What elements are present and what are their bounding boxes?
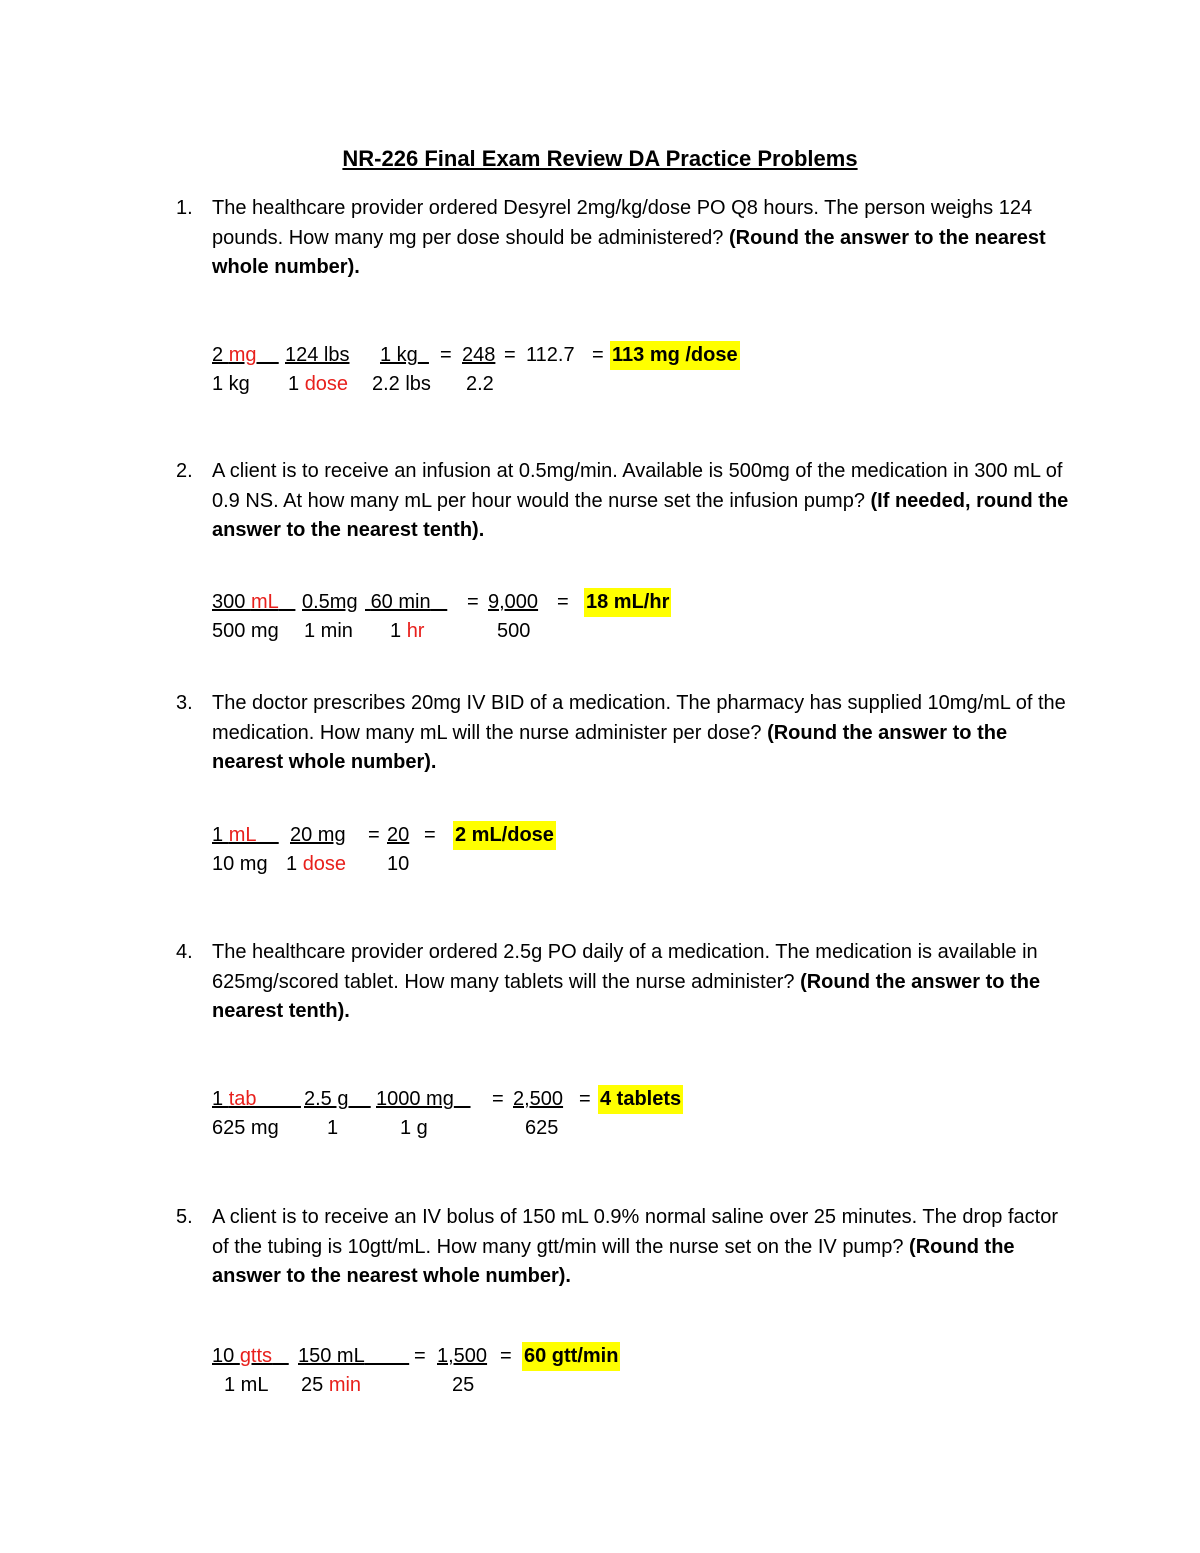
denominator-value: 25 <box>301 1374 329 1396</box>
result-numerator: 20 <box>387 824 410 846</box>
rounding-instruction: (Round the answer to the nearest tenth). <box>212 970 1041 1022</box>
problem-number: 2. <box>176 460 193 482</box>
numerator-2: 124 lbs <box>285 344 350 366</box>
denominator-unit: dose <box>304 373 349 395</box>
result-denominator: 10 <box>387 853 410 875</box>
denominator-2: 1 min <box>304 620 353 642</box>
equals-sign: = <box>440 344 452 366</box>
calculation-2 <box>212 588 912 648</box>
problem-text-body: The doctor prescribes 20mg IV BID of a medication. The pharmacy has supplied 10mg/mL of the medication. How many mL will the nurse administer per dose? <box>212 692 1066 744</box>
numerator-2: 20 mg <box>290 824 346 846</box>
numerator-2: 0.5mg <box>302 591 358 613</box>
equals-sign: = <box>467 591 479 613</box>
equals-sign: = <box>504 344 516 366</box>
problem-number: 3. <box>176 692 193 714</box>
equals-sign: = <box>557 591 569 613</box>
calculation-4 <box>212 1085 912 1145</box>
rounding-instruction: (Round the answer to the nearest whole number). <box>212 1235 1015 1287</box>
denominator-unit: dose <box>302 853 347 875</box>
numerator-1 <box>212 1342 289 1371</box>
numerator-3 <box>380 341 429 370</box>
result-denominator: 625 <box>525 1117 559 1139</box>
result-numerator: 248 <box>462 344 496 366</box>
highlighted-answer: 4 tablets <box>598 1085 683 1114</box>
denominator-value: 1 <box>286 853 303 875</box>
denominator-3: 2.2 lbs <box>372 373 431 395</box>
numerator-unit: mL <box>250 591 279 613</box>
result-value: 112.7 <box>526 344 575 366</box>
denominator-3 <box>390 617 424 646</box>
rounding-instruction: (Round the answer to the nearest whole number). <box>212 721 1008 773</box>
numerator-value: 300 <box>212 591 251 613</box>
calculation-3 <box>212 821 912 881</box>
result-denominator: 2.2 <box>466 373 494 395</box>
denominator-value: 1 <box>390 620 407 642</box>
highlighted-answer: 60 gtt/min <box>522 1342 620 1371</box>
denominator-1: 625 mg <box>212 1117 279 1139</box>
problem-text-body: A client is to receive an infusion at 0.5mg/min. Available is 500mg of the medication in 300 mL of 0.9 NS. At how many mL per hour would the nurse set the infusion pump? <box>212 460 1063 512</box>
highlighted-answer: 2 mL/dose <box>453 821 556 850</box>
problem-text <box>212 1203 1076 1292</box>
denominator-3: 1 g <box>400 1117 428 1139</box>
highlighted-answer: 113 mg /dose <box>610 341 740 370</box>
equals-sign: = <box>368 824 380 846</box>
denominator-unit: hr <box>406 620 425 642</box>
numerator-1 <box>212 1085 301 1114</box>
numerator-2 <box>298 1342 409 1371</box>
problem-text <box>212 689 1076 778</box>
denominator-1: 10 mg <box>212 853 268 875</box>
equals-sign: = <box>414 1345 426 1367</box>
problem-text <box>212 194 1076 283</box>
denominator-unit: min <box>328 1374 362 1396</box>
denominator-1: 1 kg <box>212 373 250 395</box>
numerator-1 <box>212 821 279 850</box>
problem-number: 5. <box>176 1206 193 1228</box>
document-title: NR-226 Final Exam Review DA Practice Problems <box>342 146 858 171</box>
equals-sign: = <box>592 344 604 366</box>
problem-text-body: The healthcare provider ordered 2.5g PO daily of a medication. The medication is available in 625mg/scored tablet. How many tablets will the nurse administer? <box>212 941 1038 993</box>
result-denominator: 25 <box>452 1374 475 1396</box>
denominator-1: 500 mg <box>212 620 279 642</box>
denominator-2 <box>286 850 346 879</box>
numerator-value: 1 kg <box>380 344 418 366</box>
denominator-value: 1 <box>288 373 305 395</box>
numerator-value: 1 <box>212 824 229 846</box>
denominator-2 <box>301 1371 361 1400</box>
rounding-instruction: (If needed, round the answer to the nearest tenth). <box>212 489 1069 541</box>
numerator-value: 1 <box>212 1088 229 1110</box>
result-numerator: 9,000 <box>488 591 539 613</box>
problem-text-body: The healthcare provider ordered Desyrel 2mg/kg/dose PO Q8 hours. The person weighs 124 pounds. How many mg per dose should be administered? <box>212 197 1033 249</box>
result-numerator: 2,500 <box>513 1088 564 1110</box>
equals-sign: = <box>579 1088 591 1110</box>
equals-sign: = <box>500 1345 512 1367</box>
numerator-3 <box>365 588 447 617</box>
numerator-value: 1000 mg <box>376 1088 454 1110</box>
numerator-value: 10 <box>212 1345 240 1367</box>
numerator-value: 150 mL <box>298 1345 365 1367</box>
problem-text-body: A client is to receive an IV bolus of 150 mL 0.9% normal saline over 25 minutes. The drop factor of the tubing is 10gtt/mL. How many gtt/min will the nurse set on the IV pump? <box>212 1206 1059 1258</box>
numerator-unit: gtts <box>239 1345 273 1367</box>
numerator-3 <box>376 1085 471 1114</box>
problem-number: 4. <box>176 941 193 963</box>
numerator-1 <box>212 588 295 617</box>
calculation-5 <box>212 1342 912 1402</box>
denominator-2: 1 <box>327 1117 339 1139</box>
calculation-1 <box>212 341 912 401</box>
equals-sign: = <box>492 1088 504 1110</box>
denominator-1: 1 mL <box>224 1374 269 1396</box>
numerator-2 <box>304 1085 371 1114</box>
numerator-1 <box>212 341 279 370</box>
equals-sign: = <box>424 824 436 846</box>
problem-text <box>212 457 1076 546</box>
numerator-unit: tab <box>228 1088 257 1110</box>
numerator-unit: mg <box>228 344 257 366</box>
highlighted-answer: 18 mL/hr <box>584 588 671 617</box>
numerator-value: 2 <box>212 344 229 366</box>
numerator-unit: mL <box>228 824 257 846</box>
numerator-value: 2.5 g <box>304 1088 349 1110</box>
rounding-instruction: (Round the answer to the nearest whole number). <box>212 226 1046 278</box>
problem-number: 1. <box>176 197 193 219</box>
problem-text <box>212 938 1076 1027</box>
result-numerator: 1,500 <box>437 1345 488 1367</box>
result-denominator: 500 <box>497 620 531 642</box>
denominator-2 <box>288 370 348 399</box>
numerator-value: 60 min <box>370 591 431 613</box>
